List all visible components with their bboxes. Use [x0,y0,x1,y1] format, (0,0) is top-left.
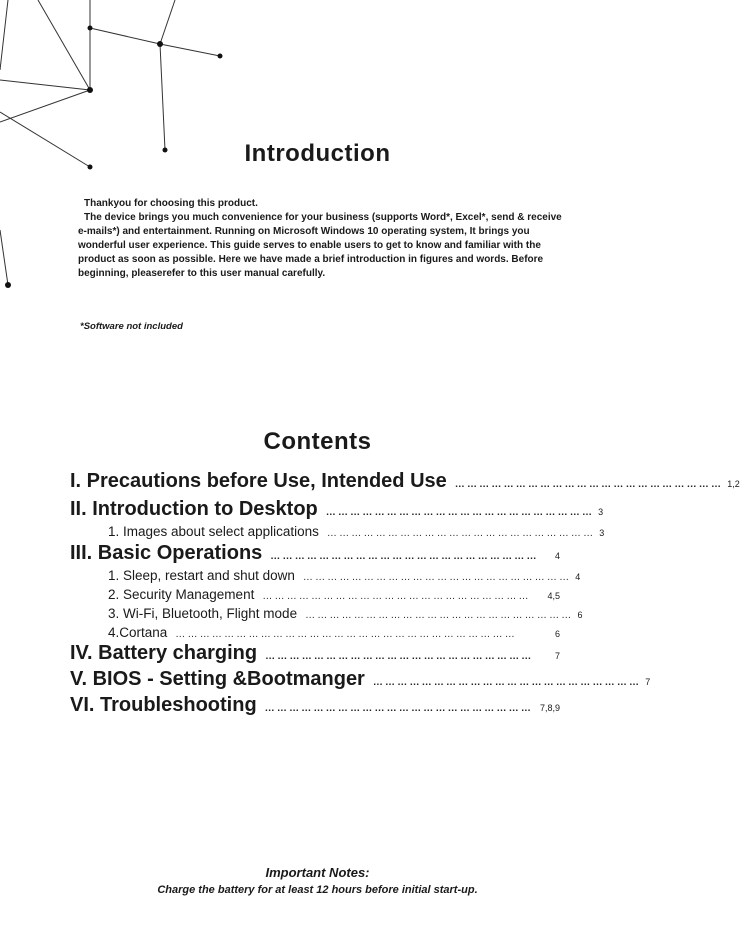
intro-title: Introduction [244,140,391,167]
intro-paragraph: The device brings you much convenience for your business (supports Word*, Excel*, send & receive e-mails*) and entertainment. Running on Microsoft Windows 10 operating system, It brings you wonderful user experience. This guide serves to enable users to get to know and familiar with the product as soon as possible. Here we have made a brief introduction in figures and words. Before beginning, pleaserefer to this user manual carefully. [78,212,562,279]
toc-item-label: VI. Troubleshooting [70,694,257,716]
toc-item-page: 7 [554,651,560,661]
toc-item-page: 3 [599,528,605,538]
toc-item-page: 4,5 [547,591,560,601]
toc-item-label: 1. Images about select applications [108,524,319,539]
intro-thanks: Thankyou for choosing this product. [84,198,258,209]
toc-item-label: 2. Security Management [108,587,255,602]
toc-item-label: I. Precautions before Use, Intended Use [70,470,447,492]
toc-item-page: 4 [575,572,581,582]
toc-item[interactable] [108,568,581,583]
toc-item-label: V. BIOS - Setting &Bootmanger [70,668,365,690]
toc-item-page: 1,2 [727,479,740,489]
toc-leader-dots: ………………………………………………………… [265,651,534,662]
toc-item[interactable] [70,642,560,665]
important-notes-title: Important Notes: [265,865,370,880]
toc-item-page: 7 [645,677,651,687]
important-notes [0,865,635,896]
toc-leader-dots: ………………………………………………………………………… [175,629,517,640]
toc-leader-dots: ………………………………………………………… [302,572,572,583]
toc-item-label: II. Introduction to Desktop [70,498,318,520]
toc-leader-dots: ………………………………………………………… [454,479,724,490]
toc-item-page: 4 [554,551,560,561]
intro-body [78,197,568,281]
toc-item[interactable] [108,524,605,539]
toc-item-page: 6 [554,629,560,639]
toc-item-page: 3 [598,507,604,517]
toc-leader-dots: ………………………………………………………… [305,610,574,621]
toc-item[interactable] [70,470,740,493]
important-notes-text: Charge the battery for at least 12 hours before initial start-up. [157,884,478,896]
toc-item-page: 7,8,9 [539,703,560,713]
toc-leader-dots: ………………………………………………………… [262,591,531,602]
toc-item[interactable] [108,625,560,640]
software-note: *Software not included [80,321,183,332]
toc-leader-dots: ………………………………………………………… [372,677,642,688]
toc-item-label: 4.Cortana [108,625,168,640]
toc-item-label: 3. Wi-Fi, Bluetooth, Flight mode [108,606,298,621]
toc-item-page: 6 [577,610,583,620]
toc-item[interactable] [70,694,560,717]
toc-item[interactable] [108,606,583,621]
toc-item[interactable] [70,542,560,565]
toc-leader-dots: ………………………………………………………… [270,551,539,562]
toc-item-label: IV. Battery charging [70,642,258,664]
toc-item-label: 1. Sleep, restart and shut down [108,568,295,583]
toc-item[interactable] [70,668,651,691]
toc-leader-dots: ………………………………………………………… [325,507,595,518]
toc-item[interactable] [70,498,604,521]
toc-item-label: III. Basic Operations [70,542,263,564]
toc-leader-dots: ………………………………………………………… [264,703,534,714]
contents-title: Contents [263,428,372,455]
toc-leader-dots: ………………………………………………………… [326,528,596,539]
toc-item[interactable] [108,587,560,602]
